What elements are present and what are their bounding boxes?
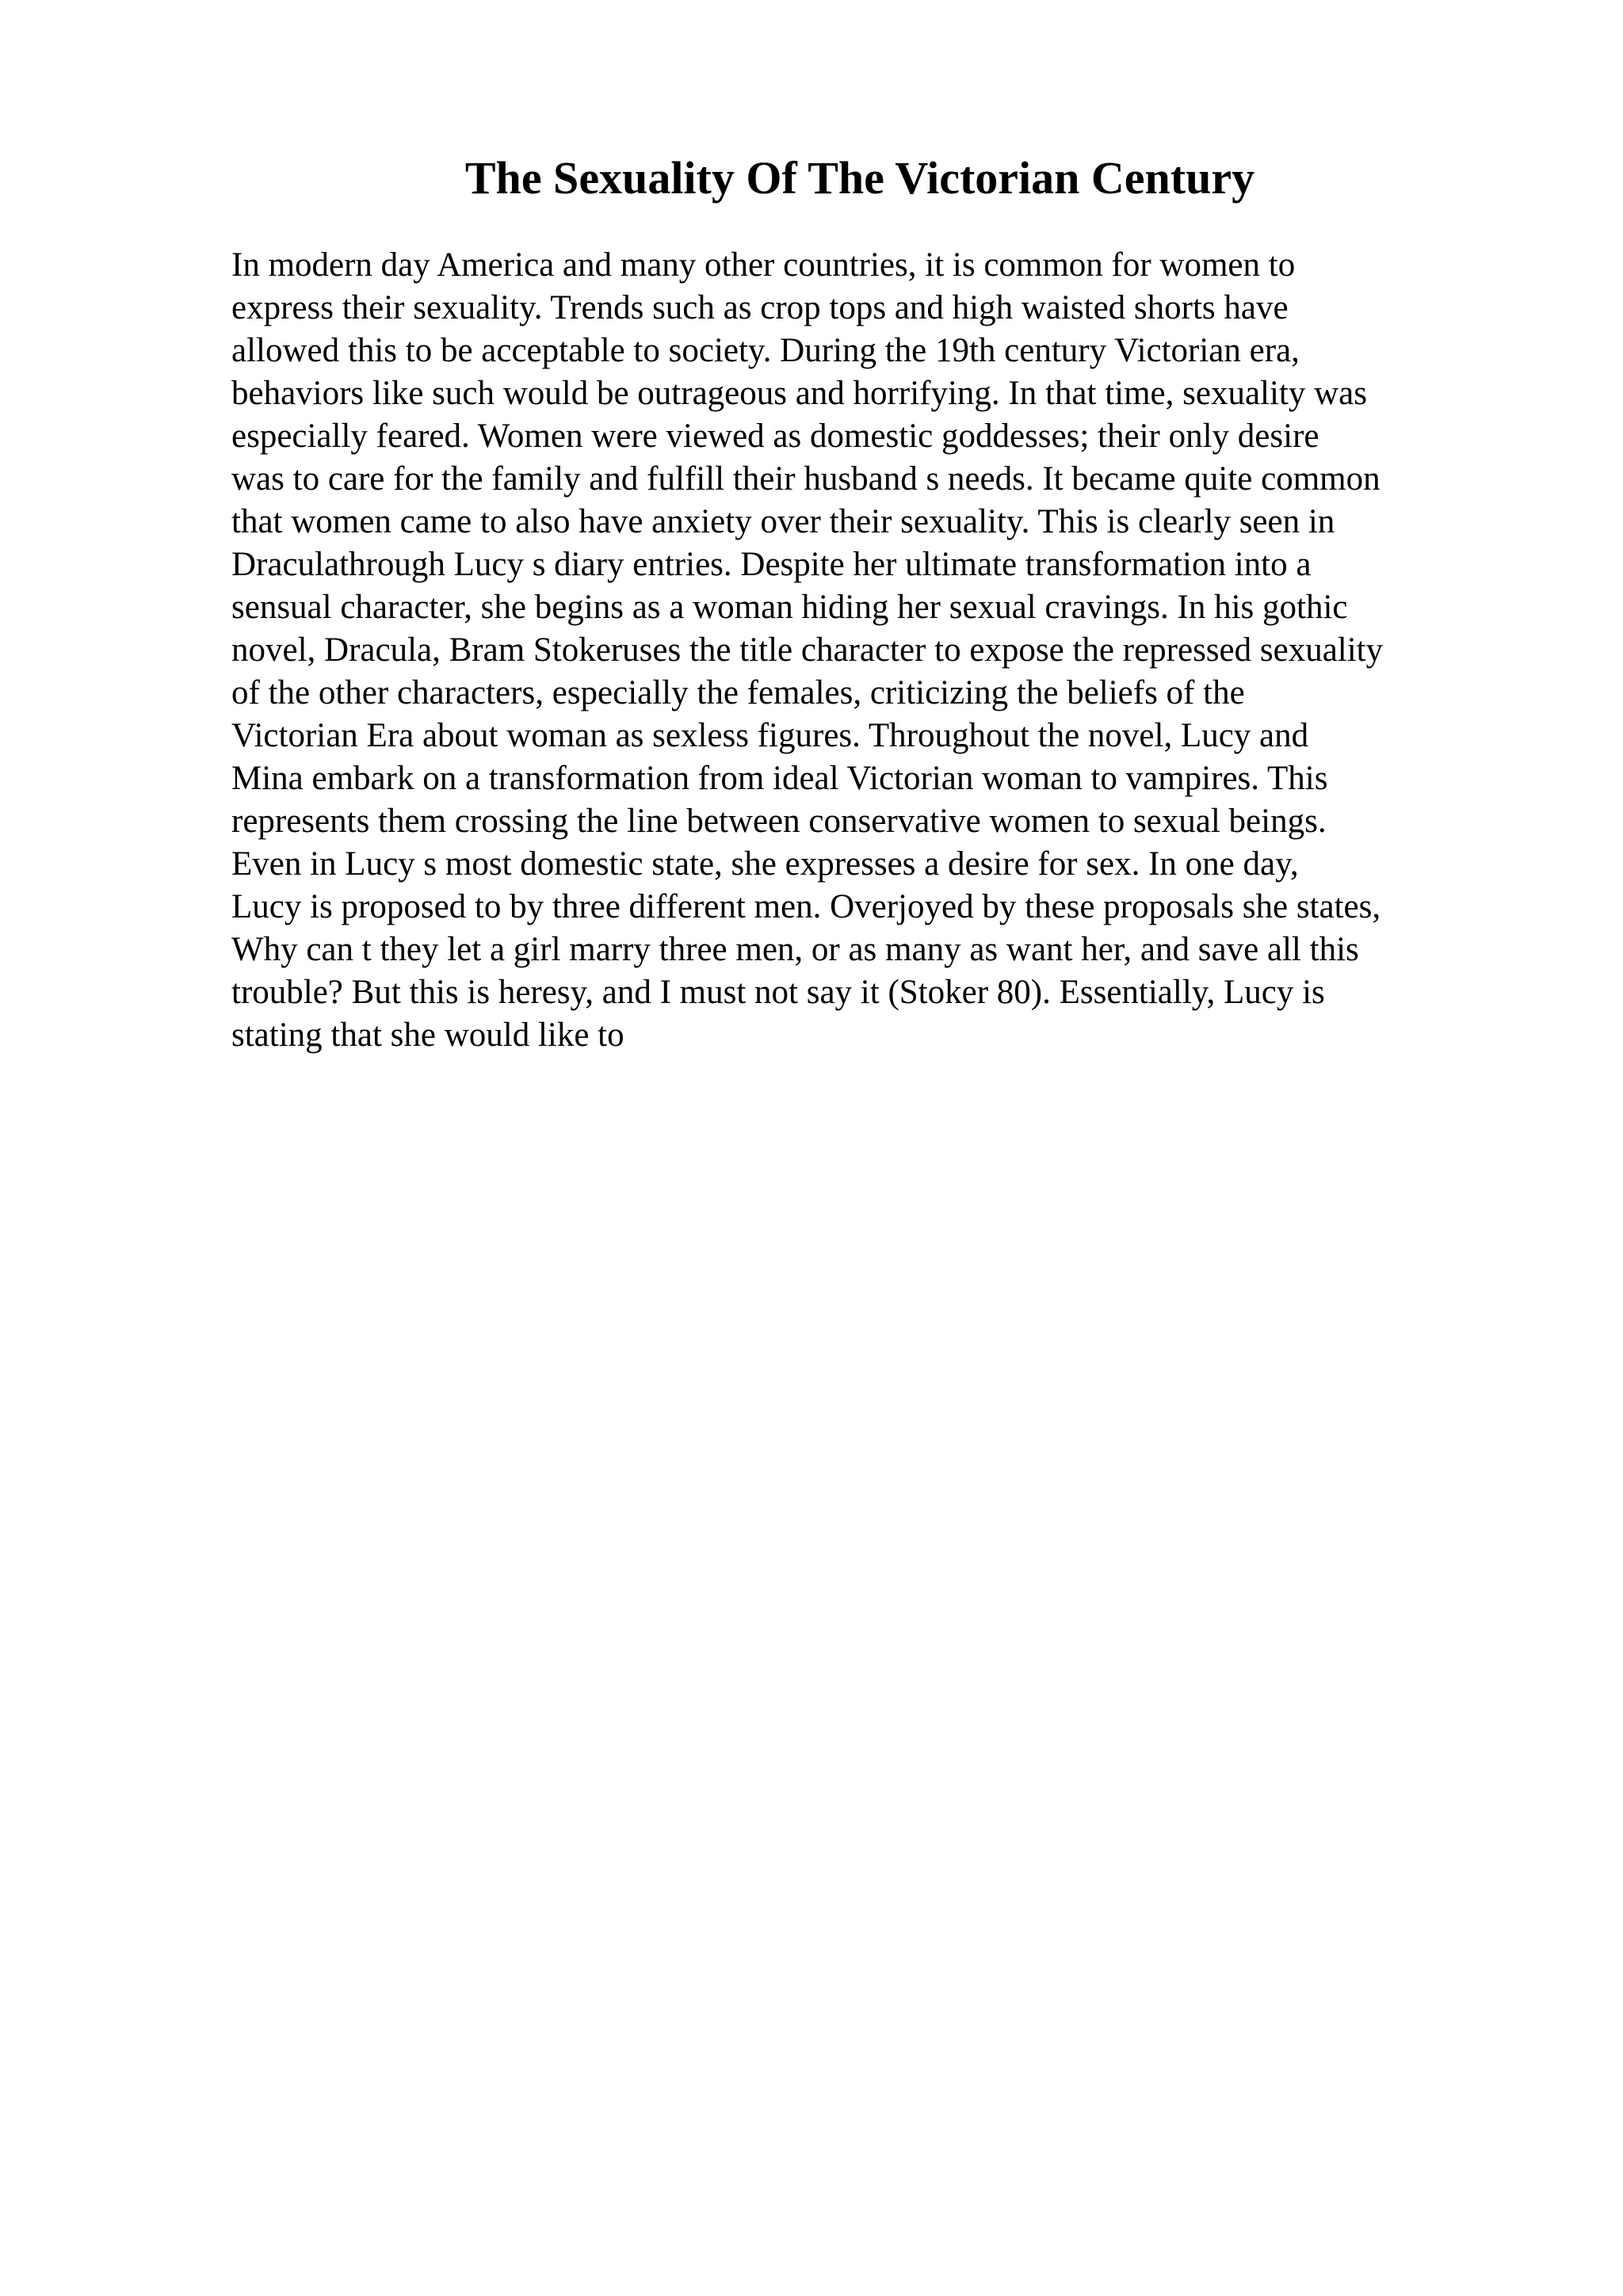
body-line: trouble? But this is heresy, and I must not say it (Stoker 80). Essentially, Lucy is	[231, 974, 1325, 1011]
body-line: Even in Lucy s most domestic state, she expresses a desire for sex. In one day,	[231, 845, 1299, 883]
body-line: Lucy is proposed to by three different men. Overjoyed by these proposals she states,	[231, 888, 1381, 925]
document-body	[231, 244, 1499, 1057]
body-line: sensual character, she begins as a woman hiding her sexual cravings. In his gothic	[231, 589, 1348, 626]
body-line: novel, Dracula, Bram Stokeruses the title character to expose the repressed sexuality	[231, 631, 1384, 669]
body-line: behaviors like such would be outrageous and horrifying. In that time, sexuality was	[231, 375, 1368, 412]
body-line: express their sexuality. Trends such as crop tops and high waisted shorts have	[231, 289, 1289, 326]
body-line: allowed this to be acceptable to society. During the 19th century Victorian era,	[231, 332, 1300, 369]
body-line: In modern day America and many other countries, it is common for women to	[231, 246, 1296, 284]
body-line: that women came to also have anxiety over their sexuality. This is clearly seen in	[231, 503, 1335, 540]
body-line: represents them crossing the line between conservative women to sexual beings.	[231, 803, 1327, 840]
document-title: The Sexuality Of The Victorian Century	[464, 152, 1255, 204]
body-line: of the other characters, especially the females, criticizing the beliefs of the	[231, 674, 1245, 711]
body-line: Mina embark on a transformation from ideal Victorian woman to vampires. This	[231, 760, 1328, 797]
body-line: stating that she would like to	[231, 1016, 624, 1054]
body-line: especially feared. Women were viewed as domestic goddesses; their only desire	[231, 418, 1319, 455]
body-line: Why can t they let a girl marry three men, or as many as want her, and save all this	[231, 931, 1359, 968]
body-line: Victorian Era about woman as sexless figures. Throughout the novel, Lucy and	[231, 717, 1309, 754]
body-line: was to care for the family and fulfill their husband s needs. It became quite common	[231, 460, 1381, 498]
body-line: Draculathrough Lucy s diary entries. Despite her ultimate transformation into a	[231, 546, 1312, 583]
